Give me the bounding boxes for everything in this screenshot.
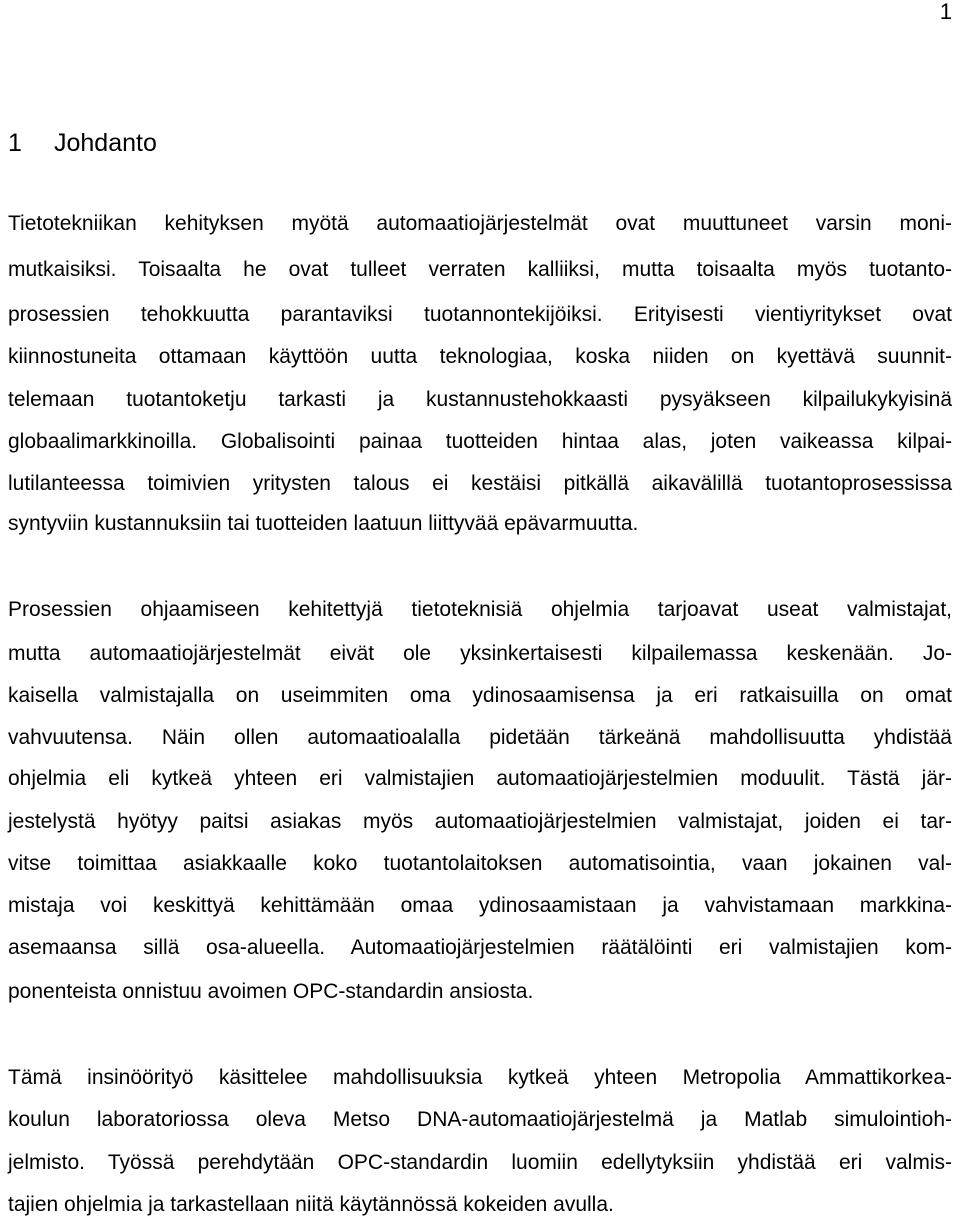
chapter-heading (8, 128, 157, 158)
text-line: vahvuutensa. Näin ollen automaatioalalla pidetään tärkeänä mahdollisuutta yhdistää (8, 726, 952, 749)
text-line: Tietotekniikan kehityksen myötä automaatiojärjestelmät ovat muuttuneet varsin moni- (8, 212, 952, 235)
text-line: kiinnostuneita ottamaan käyttöön uutta teknologiaa, koska niiden on kyettävä suunnit- (8, 345, 952, 368)
text-line: kaisella valmistajalla on useimmiten oma ydinosaamisensa ja eri ratkaisuilla on omat (8, 684, 952, 707)
text-line: jestelystä hyötyy paitsi asiakas myös automaatiojärjestelmien valmistajat, joiden ei tar- (8, 810, 952, 833)
chapter-title: Johdanto (54, 129, 157, 157)
text-line: tajien ohjelmia ja tarkastellaan niitä käytännössä kokeiden avulla. (8, 1193, 614, 1216)
text-line: mutkaisiksi. Toisaalta he ovat tulleet verraten kalliiksi, mutta toisaalta myös tuotanto- (8, 258, 952, 281)
text-line: ohjelmia eli kytkeä yhteen eri valmistajien automaatiojärjestelmien moduulit. Tästä jär- (8, 767, 952, 790)
text-line: Prosessien ohjaamiseen kehitettyjä tietoteknisiä ohjelmia tarjoavat useat valmistajat, (8, 598, 952, 621)
text-line: prosessien tehokkuutta parantaviksi tuotannontekijöiksi. Erityisesti vientiyritykset ovat (8, 303, 952, 326)
text-line: jelmisto. Työssä perehdytään OPC-standardin luomiin edellytyksiin yhdistää eri valmis- (8, 1151, 952, 1174)
text-line: syntyviin kustannuksiin tai tuotteiden laatuun liittyvää epävarmuutta. (8, 512, 639, 535)
text-line: telemaan tuotantoketju tarkasti ja kustannustehokkaasti pysyäkseen kilpailukykyisinä (8, 388, 952, 411)
text-line: mutta automaatiojärjestelmät eivät ole yksinkertaisesti kilpailemassa keskenään. Jo- (8, 642, 952, 665)
text-line: asemaansa sillä osa-alueella. Automaatiojärjestelmien räätälöinti eri valmistajien kom- (8, 936, 952, 959)
text-line: lutilanteessa toimivien yritysten talous ei kestäisi pitkällä aikavälillä tuotantoprosessissa (8, 472, 952, 495)
text-line: koulun laboratoriossa oleva Metso DNA-automaatiojärjestelmä ja Matlab simulointioh- (8, 1108, 952, 1131)
text-line: ponenteista onnistuu avoimen OPC-standardin ansiosta. (8, 980, 534, 1003)
page-number: 1 (939, 0, 952, 24)
text-line: globaalimarkkinoilla. Globalisointi painaa tuotteiden hintaa alas, joten vaikeassa kilpai- (8, 430, 952, 453)
text-line: Tämä insinöörityö käsittelee mahdollisuuksia kytkeä yhteen Metropolia Ammattikorkea- (8, 1066, 952, 1089)
text-line: vitse toimittaa asiakkaalle koko tuotantolaitoksen automatisointia, vaan jokainen val- (8, 852, 952, 875)
text-line: mistaja voi keskittyä kehittämään omaa ydinosaamistaan ja vahvistamaan markkina- (8, 894, 952, 917)
chapter-number: 1 (8, 129, 22, 157)
